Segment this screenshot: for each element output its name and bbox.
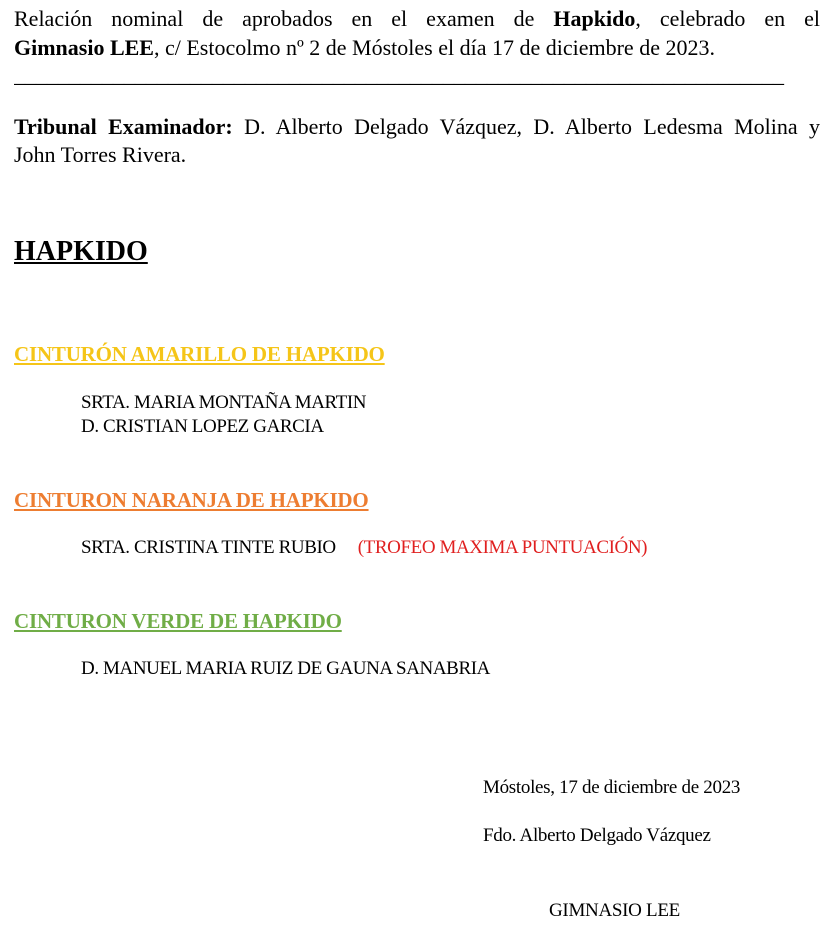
place-date: Móstoles, 17 de diciembre de 2023 [483, 777, 741, 798]
tribunal-members-1: D. Alberto Delgado Vázquez, D. Alberto Ledesma Molina y [232, 114, 820, 139]
belt-title-orange: CINTURON NARANJA DE HAPKIDO [14, 488, 369, 512]
section-title: HAPKIDO [14, 236, 148, 267]
intro-line-1 [14, 4, 820, 33]
trophy-note: (TROFEO MAXIMA PUNTUACIÓN) [357, 537, 648, 558]
signed-by: Fdo. Alberto Delgado Vázquez [483, 825, 711, 846]
intro-mid: , celebrado en el [635, 6, 821, 31]
person-name-with-note [81, 536, 647, 560]
person-name: SRTA. MARIA MONTAÑA MARTIN [81, 392, 367, 413]
tribunal-members-2: John Torres Rivera. [14, 142, 187, 167]
person-name: D. MANUEL MARIA RUIZ DE GAUNA SANABRIA [81, 658, 490, 679]
intro-gym: Gimnasio LEE [14, 35, 154, 60]
belt-title-green: CINTURON VERDE DE HAPKIDO [14, 609, 342, 633]
organization-name: GIMNASIO LEE [549, 900, 680, 921]
belt-title-yellow: CINTURÓN AMARILLO DE HAPKIDO [14, 342, 385, 366]
separator-line: ______________________________________________________________________ [14, 64, 784, 86]
intro-martial-art: Hapkido [553, 6, 636, 31]
person-name: SRTA. CRISTINA TINTE RUBIO [81, 537, 336, 558]
tribunal-paragraph [14, 113, 820, 169]
intro-prefix: Relación nominal de aprobados en el examen de [14, 6, 554, 31]
intro-suffix: , c/ Estocolmo nº 2 de Móstoles el día 17 de diciembre de 2023. [153, 35, 715, 60]
intro-paragraph [14, 4, 820, 62]
tribunal-label: Tribunal Examinador: [14, 114, 233, 139]
person-name: D. CRISTIAN LOPEZ GARCIA [81, 416, 324, 437]
tribunal-line-1 [14, 113, 820, 141]
